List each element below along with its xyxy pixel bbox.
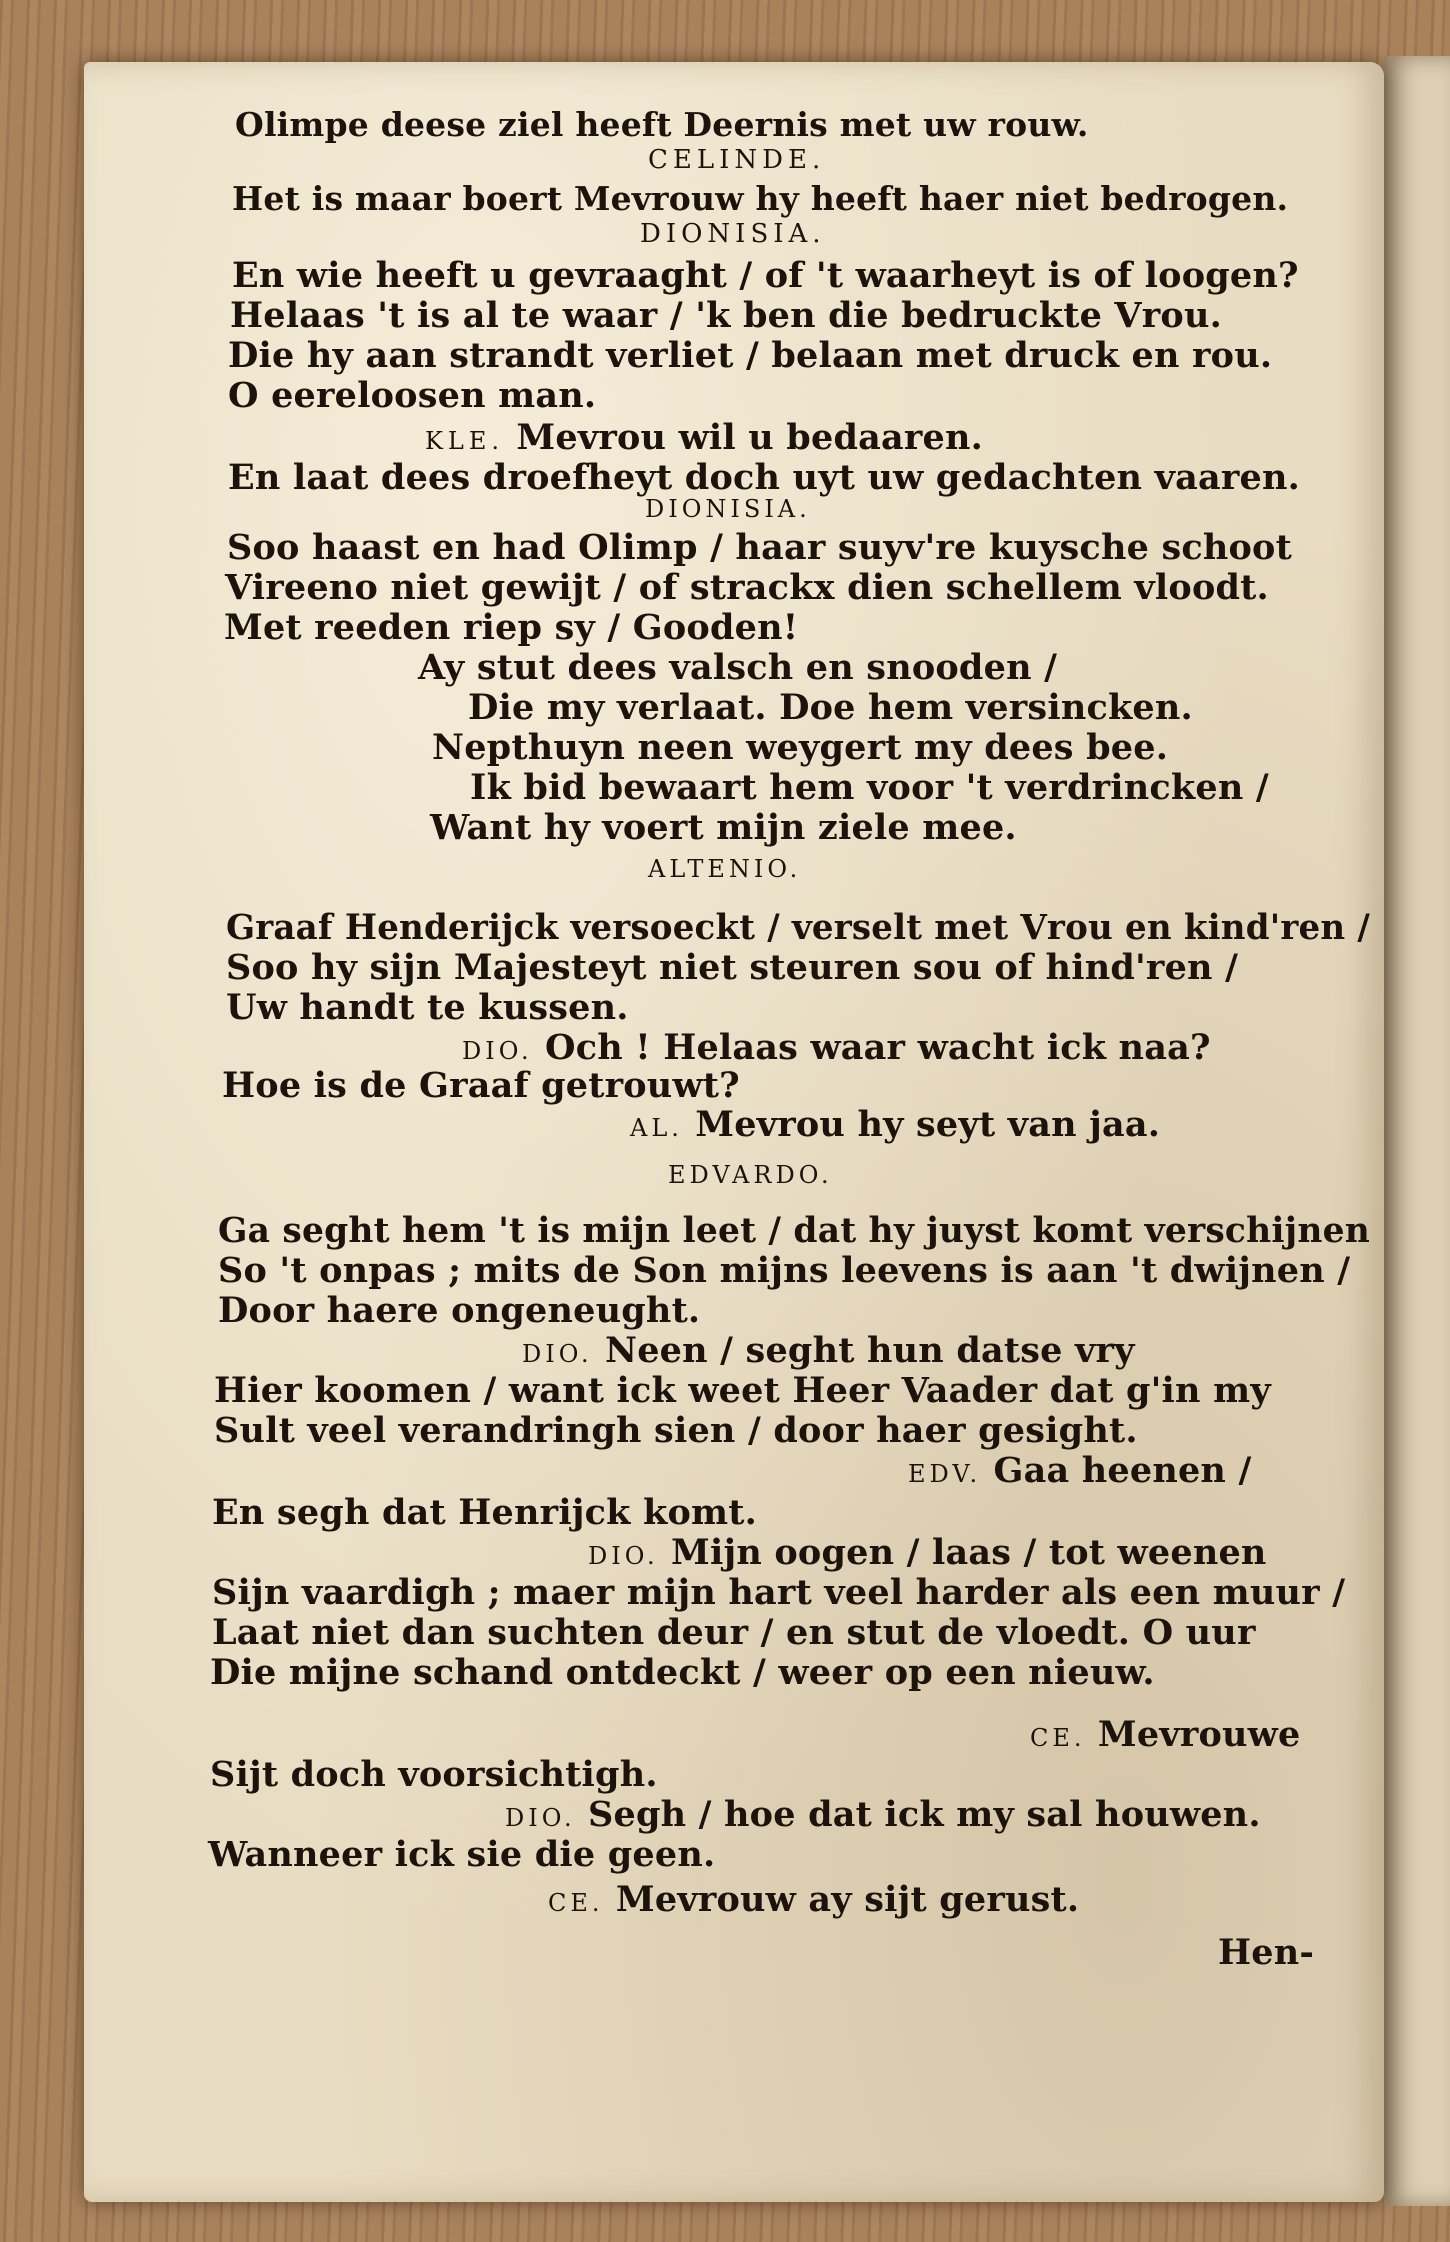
catchword: Hen- <box>1218 1932 1315 1973</box>
speaker-heading: ALTENIO. <box>648 855 802 883</box>
speaker-abbrev: AL. <box>630 1114 683 1142</box>
verse-line: Soo hy sijn Majesteyt niet steuren sou of hind'ren / <box>226 947 1239 988</box>
dialogue-text: Och ! Helaas waar wacht ick naa? <box>545 1027 1211 1068</box>
speaker-abbrev: DIO. <box>462 1037 533 1065</box>
dialogue-line <box>425 417 984 458</box>
dialogue-text: Mevrouwe <box>1097 1714 1301 1755</box>
verse-line: Hier koomen / want ick weet Heer Vaader dat g'in my <box>214 1370 1271 1411</box>
verse-line: Helaas 't is al te waar / 'k ben die bedruckte Vrou. <box>230 295 1222 336</box>
verse-line: Door haere ongeneught. <box>218 1290 701 1331</box>
verse-line: Ga seght hem 't is mijn leet / dat hy juyst komt verschijnen <box>218 1210 1371 1251</box>
speaker-abbrev: EDV. <box>908 1460 982 1488</box>
verse-line: Laat niet dan suchten deur / en stut de vloedt. O uur <box>212 1612 1256 1653</box>
verse-line: Soo haast en had Olimp / haar suyv're kuysche schoot <box>227 527 1292 568</box>
dialogue-line <box>1030 1714 1301 1755</box>
dialogue-text: Segh / hoe dat ick my sal houwen. <box>588 1794 1261 1835</box>
speaker-abbrev: DIO. <box>522 1340 593 1368</box>
verse-line: Vireeno niet gewijt / of strackx dien schellem vloodt. <box>225 567 1269 608</box>
verse-line: Wanneer ick sie die geen. <box>208 1834 716 1875</box>
verse-line: En segh dat Henrijck komt. <box>212 1492 757 1533</box>
verse-line: Sijt doch voorsichtigh. <box>210 1754 658 1795</box>
verse-line: Ay stut dees valsch en snooden / <box>418 647 1058 688</box>
verse-line: Met reeden riep sy / Gooden! <box>224 607 799 648</box>
verse-line: En wie heeft u gevraaght / of 't waarheyt is of loogen? <box>232 255 1299 296</box>
verse-line: Olimpe deese ziel heeft Deernis met uw rouw. <box>235 105 1089 144</box>
verse-line: Het is maar boert Mevrouw hy heeft haer niet bedrogen. <box>232 179 1289 218</box>
dialogue-line <box>908 1450 1252 1491</box>
verse-line: Ik bid bewaart hem voor 't verdrincken / <box>470 767 1269 808</box>
dialogue-line <box>588 1532 1267 1573</box>
verse-line: En laat dees droefheyt doch uyt uw gedachten vaaren. <box>228 457 1301 498</box>
dialogue-text: Gaa heenen / <box>993 1450 1252 1491</box>
verse-line: So 't onpas ; mits de Son mijns leevens is aan 't dwijnen / <box>218 1250 1351 1291</box>
dialogue-text: Mevrou hy seyt van jaa. <box>695 1104 1161 1145</box>
speaker-abbrev: CE. <box>548 1889 604 1917</box>
speaker-heading: DIONISIA. <box>645 495 811 523</box>
speaker-heading: CELINDE. <box>648 145 826 175</box>
dialogue-line <box>522 1330 1135 1371</box>
verse-line: Die hy aan strandt verliet / belaan met druck en rou. <box>228 335 1273 376</box>
verse-line: Sult veel verandringh sien / door haer gesight. <box>214 1410 1138 1451</box>
verse-line: Die my verlaat. Doe hem versincken. <box>468 687 1193 728</box>
verse-line: Graaf Henderijck versoeckt / verselt met Vrou en kind'ren / <box>226 907 1371 948</box>
verse-line: Sijn vaardigh ; maer mijn hart veel harder als een muur / <box>212 1572 1346 1613</box>
verse-line: Hoe is de Graaf getrouwt? <box>222 1065 740 1106</box>
verse-line: O eereloosen man. <box>228 375 597 416</box>
dialogue-text: Mevrou wil u bedaaren. <box>516 417 984 458</box>
verse-line: Die mijne schand ontdeckt / weer op een nieuw. <box>210 1652 1155 1693</box>
facing-page-edge <box>1384 56 1450 2206</box>
speaker-abbrev: KLE. <box>425 427 505 455</box>
dialogue-line <box>505 1794 1261 1835</box>
speaker-abbrev: DIO. <box>588 1542 659 1570</box>
speaker-heading: EDVARDO. <box>668 1161 833 1189</box>
dialogue-line <box>548 1879 1080 1920</box>
speaker-abbrev: CE. <box>1030 1724 1086 1752</box>
speaker-abbrev: DIO. <box>505 1804 576 1832</box>
verse-line: Uw handt te kussen. <box>226 987 629 1028</box>
dialogue-text: Neen / seght hun datse vry <box>605 1330 1135 1371</box>
verse-line: Want hy voert mijn ziele mee. <box>430 807 1017 848</box>
speaker-heading: DIONISIA. <box>640 219 826 249</box>
dialogue-text: Mevrouw ay sijt gerust. <box>615 1879 1080 1920</box>
verse-line: Nepthuyn neen weygert my dees bee. <box>432 727 1169 768</box>
dialogue-line <box>462 1027 1211 1068</box>
dialogue-text: Mijn oogen / laas / tot weenen <box>671 1532 1267 1573</box>
dialogue-line <box>630 1104 1161 1145</box>
